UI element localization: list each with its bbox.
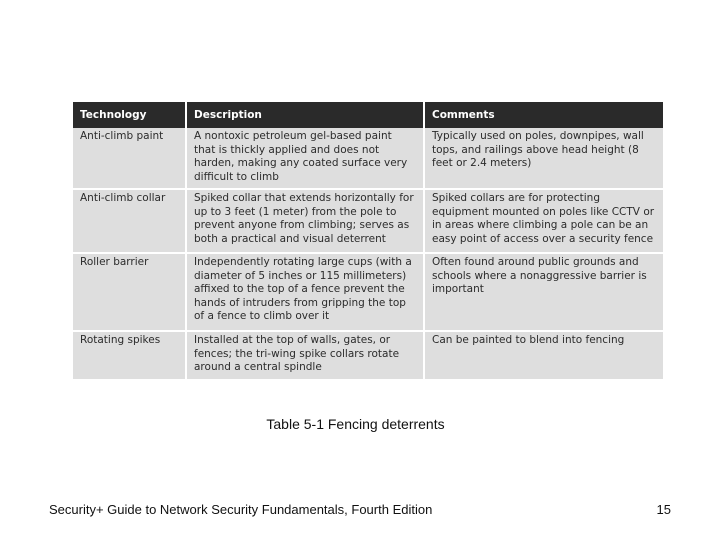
cell-comments: Typically used on poles, downpipes, wall tops, and railings above head height (8 feet or 2.4 meters) <box>424 128 663 189</box>
cell-description: Installed at the top of walls, gates, or fences; the tri-wing spike collars rotate around a central spindle <box>186 331 424 379</box>
cell-comments: Often found around public grounds and schools where a nonaggressive barrier is important <box>424 253 663 331</box>
cell-description: A nontoxic petroleum gel-based paint that is thickly applied and does not harden, making any coated surface very difficult to climb <box>186 128 424 189</box>
cell-technology: Roller barrier <box>73 253 186 331</box>
header-comments: Comments <box>424 102 663 128</box>
cell-description: Spiked collar that extends horizontally for up to 3 feet (1 meter) from the pole to prevent anyone from climbing; serves as both a practical and visual deterrent <box>186 189 424 253</box>
table-caption: Table 5-1 Fencing deterrents <box>266 416 445 432</box>
table-row <box>73 253 663 331</box>
header-description: Description <box>186 102 424 128</box>
table-row <box>73 128 663 189</box>
cell-technology: Anti-climb paint <box>73 128 186 189</box>
table-row <box>73 331 663 379</box>
cell-comments: Spiked collars are for protecting equipment mounted on poles like CCTV or in areas where climbing a pole can be an easy point of access over a security fence <box>424 189 663 253</box>
fencing-deterrents-table <box>73 102 663 379</box>
table-row <box>73 189 663 253</box>
cell-technology: Rotating spikes <box>73 331 186 379</box>
cell-comments: Can be painted to blend into fencing <box>424 331 663 379</box>
cell-description: Independently rotating large cups (with a diameter of 5 inches or 115 millimeters) affixed to the top of a fence prevent the hands of intruders from gripping the top of a fence to climb over it <box>186 253 424 331</box>
fencing-deterrents-table-container <box>73 102 663 379</box>
cell-technology: Anti-climb collar <box>73 189 186 253</box>
table-header-row <box>73 102 663 128</box>
header-technology: Technology <box>73 102 186 128</box>
footer-page-number: 15 <box>656 502 671 517</box>
footer-book-title: Security+ Guide to Network Security Fundamentals, Fourth Edition <box>49 502 433 517</box>
